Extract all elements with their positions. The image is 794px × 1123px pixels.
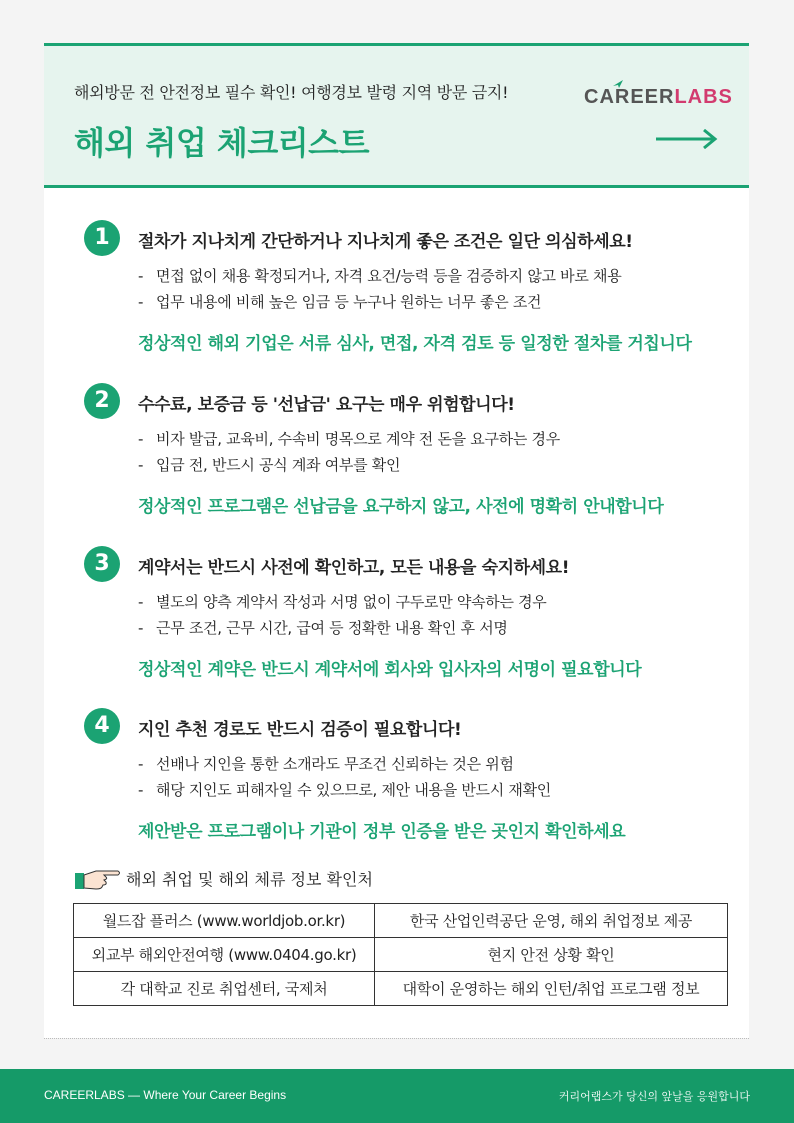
divider	[44, 1038, 749, 1039]
item-bullet: - 선배나 지인을 통한 소개라도 무조건 신뢰하는 것은 위험	[138, 755, 514, 773]
item-title: 계약서는 반드시 사전에 확인하고, 모든 내용을 숙지하세요!	[138, 558, 570, 578]
item-bullet: - 근무 조건, 근무 시간, 급여 등 정확한 내용 확인 후 서명	[138, 619, 508, 637]
header-subtitle: 해외방문 전 안전정보 필수 확인! 여행경보 발령 지역 방문 금지!	[74, 83, 509, 102]
item-bullet: - 면접 없이 채용 확정되거나, 자격 요건/능력 등을 검증하지 않고 바로 채용	[138, 267, 622, 285]
item-highlight: 정상적인 프로그램은 선납금을 요구하지 않고, 사전에 명확히 안내합니다	[138, 497, 664, 517]
table-cell: 대학이 운영하는 해외 인턴/취업 프로그램 정보	[375, 972, 728, 1006]
item-bullet: - 입금 전, 반드시 공식 계좌 여부를 확인	[138, 456, 401, 474]
item-number-badge: 3	[84, 546, 120, 582]
page-title: 해외 취업 체크리스트	[74, 124, 369, 162]
table-row	[74, 938, 728, 972]
info-heading: 해외 취업 및 해외 체류 정보 확인처	[126, 870, 373, 889]
logo-text-labs: LABS	[674, 86, 733, 108]
item-bullet: - 별도의 양측 계약서 작성과 서명 없이 구두로만 약속하는 경우	[138, 593, 547, 611]
item-highlight: 정상적인 계약은 반드시 계약서에 회사와 입사자의 서명이 필요합니다	[138, 660, 642, 680]
footer	[0, 1069, 794, 1123]
item-bullet: - 해당 지인도 피해자일 수 있으므로, 제안 내용을 반드시 재확인	[138, 781, 551, 799]
item-number-badge: 4	[84, 708, 120, 744]
item-highlight: 제안받은 프로그램이나 기관이 정부 인증을 받은 곳인지 확인하세요	[138, 822, 626, 842]
item-title: 지인 추천 경로도 반드시 검증이 필요합니다!	[138, 720, 462, 740]
table-row	[74, 972, 728, 1006]
arrow-right-icon	[656, 129, 718, 149]
footer-message: 커리어랩스가 당신의 앞날을 응원합니다	[558, 1090, 750, 1103]
header-banner	[44, 43, 749, 188]
table-cell: 각 대학교 진로 취업센터, 국제처	[74, 972, 375, 1006]
item-bullet: - 업무 내용에 비해 높은 임금 등 누구나 원하는 너무 좋은 조건	[138, 293, 542, 311]
item-title: 절차가 지나치게 간단하거나 지나치게 좋은 조건은 일단 의심하세요!	[138, 232, 633, 252]
item-title: 수수료, 보증금 등 '선납금' 요구는 매우 위험합니다!	[138, 395, 515, 415]
item-bullet: - 비자 발급, 교육비, 수속비 명목으로 계약 전 돈을 요구하는 경우	[138, 430, 560, 448]
pointing-hand-icon	[74, 865, 122, 891]
careerlabs-logo	[584, 86, 733, 109]
footer-tagline: CAREERLABS — Where Your Career Begins	[44, 1088, 287, 1102]
item-number-badge: 2	[84, 383, 120, 419]
document-page	[44, 43, 749, 1038]
table-cell: 외교부 해외안전여행 (www.0404.go.kr)	[74, 938, 375, 972]
item-highlight: 정상적인 해외 기업은 서류 심사, 면접, 자격 검토 등 일정한 절차를 거칩니다	[138, 334, 692, 354]
airplane-icon	[612, 78, 624, 90]
table-cell: 현지 안전 상황 확인	[375, 938, 728, 972]
table-cell: 한국 산업인력공단 운영, 해외 취업정보 제공	[375, 904, 728, 938]
logo-text-career: CAREER	[584, 86, 675, 108]
table-cell: 월드잡 플러스 (www.worldjob.or.kr)	[74, 904, 375, 938]
item-number-badge: 1	[84, 220, 120, 256]
table-row	[74, 904, 728, 938]
info-table	[73, 903, 728, 1006]
